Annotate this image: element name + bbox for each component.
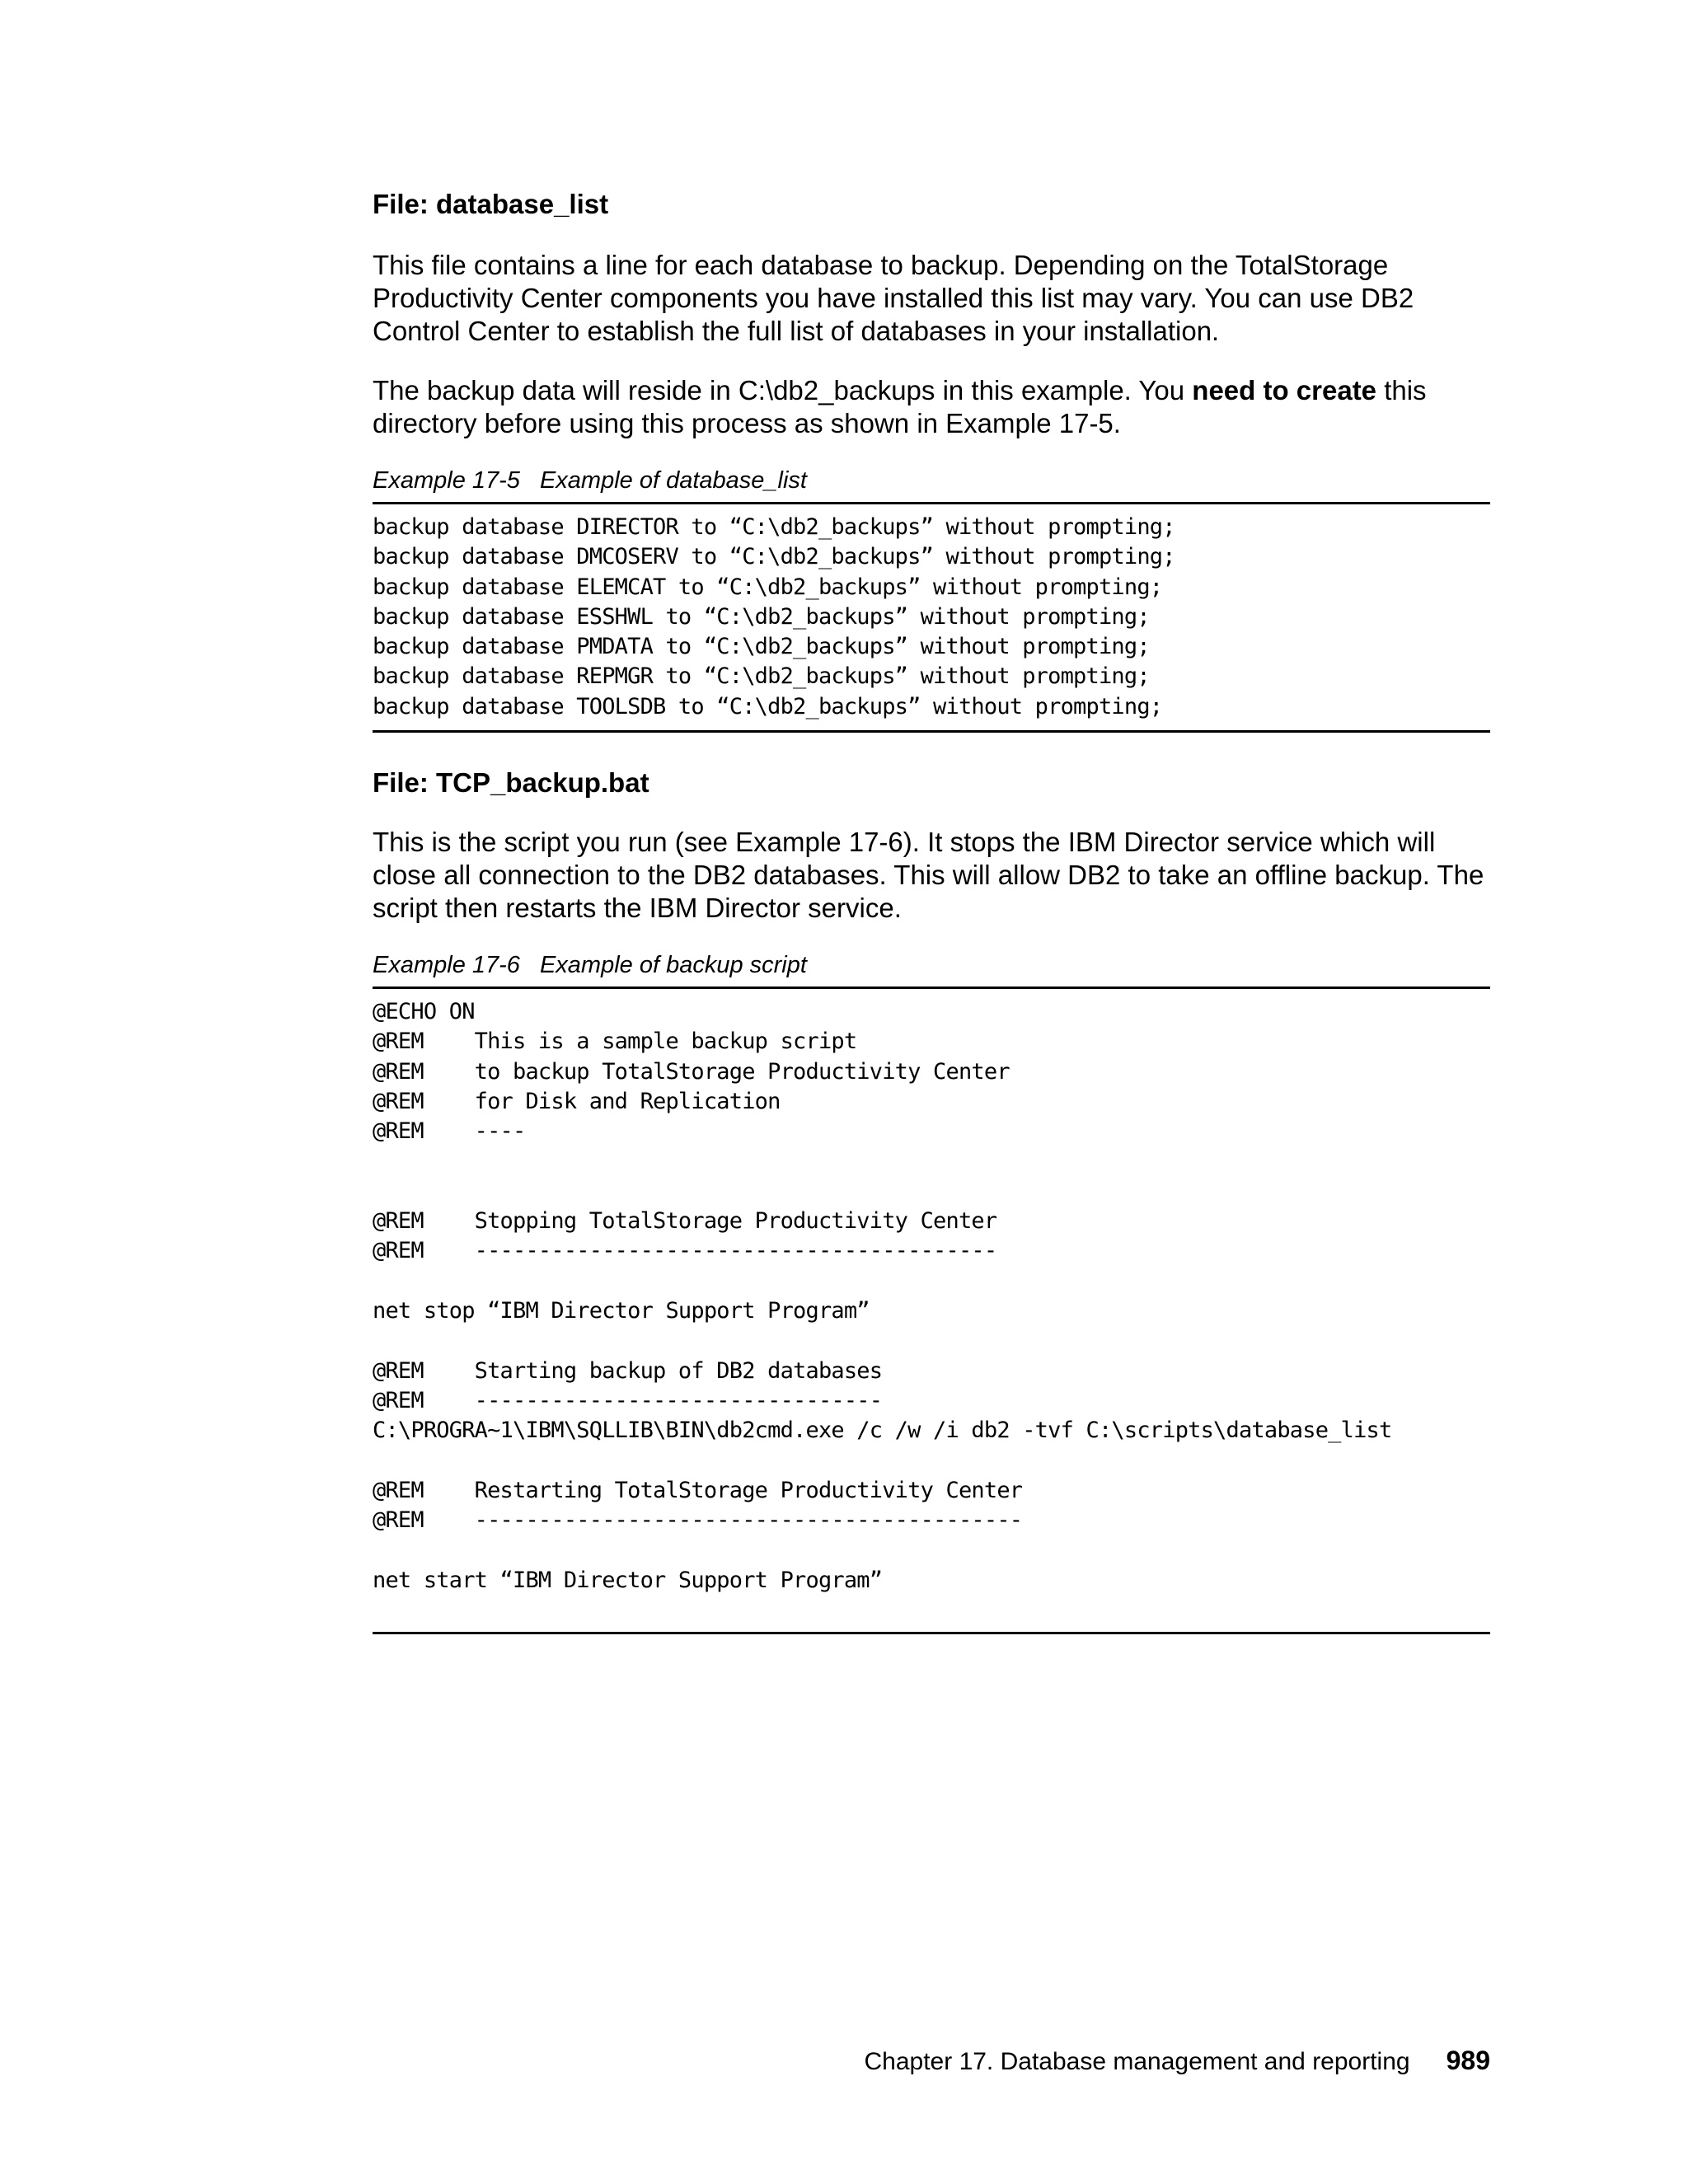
example-title: Example of backup script xyxy=(539,952,807,978)
code-line: @REM for Disk and Replication xyxy=(373,1088,781,1114)
code-line: @REM Restarting TotalStorage Productivity Center xyxy=(373,1477,1023,1503)
page-number: 989 xyxy=(1446,2046,1490,2075)
example-number: Example 17-6 xyxy=(373,952,520,978)
text-line: This is the script you run (see Example 17-6). It stops the IBM Director service which will xyxy=(373,827,1436,857)
code-line: @REM -------------------------------- xyxy=(373,1387,883,1413)
code-line xyxy=(373,1267,1490,1296)
emphasis-need-to-create: need to create xyxy=(1192,375,1377,405)
example-17-6-caption xyxy=(373,950,807,980)
code-line: net stop “IBM Director Support Program” xyxy=(373,1297,870,1324)
code-line: backup database DIRECTOR to “C:\db2_backups” without prompting; xyxy=(373,514,1175,540)
text-fragment: The backup data will reside in C:\db2_backups in this example. You xyxy=(373,375,1193,405)
code-line xyxy=(373,1146,1490,1176)
code-line: backup database DMCOSERV to “C:\db2_backups” without prompting; xyxy=(373,544,1175,570)
example-bottom-rule xyxy=(373,1632,1490,1634)
code-line xyxy=(373,1535,1490,1565)
example-bottom-rule xyxy=(373,730,1490,733)
footer-chapter-title: Chapter 17. Database management and reporting xyxy=(864,2048,1410,2075)
code-line xyxy=(373,1177,1490,1207)
heading-tcp-backup-bat: File: TCP_backup.bat xyxy=(373,767,649,798)
heading-database-list: File: database_list xyxy=(373,189,609,219)
text-line: This file contains a line for each database to backup. Depending on the TotalStorage xyxy=(373,250,1389,280)
example-17-5-caption xyxy=(373,466,807,495)
code-line: C:\PROGRA~1\IBM\SQLLIB\BIN\db2cmd.exe /c /w /i db2 -tvf C:\scripts\database_list xyxy=(373,1418,1392,1444)
text-line: directory before using this process as shown in Example 17-5. xyxy=(373,408,1121,438)
paragraph-tcp-backup-intro xyxy=(373,826,1490,925)
example-title: Example of database_list xyxy=(539,467,807,494)
code-line: backup database ESSHWL to “C:\db2_backups” without prompting; xyxy=(373,603,1150,630)
code-line: @ECHO ON xyxy=(373,999,475,1024)
page-footer xyxy=(865,2044,1491,2079)
example-number: Example 17-5 xyxy=(373,467,520,494)
code-line: @REM ----------------------------------------- xyxy=(373,1238,997,1264)
text-fragment: this xyxy=(1376,375,1427,405)
code-block-backup-script xyxy=(373,997,1490,1596)
paragraph-backup-location xyxy=(373,374,1490,440)
example-top-rule xyxy=(373,502,1490,504)
paragraph-database-list-intro xyxy=(373,249,1490,348)
code-line: @REM ------------------------------------------- xyxy=(373,1507,1023,1534)
code-block-database-list xyxy=(373,513,1490,722)
code-line: @REM Starting backup of DB2 databases xyxy=(373,1357,883,1384)
code-line: @REM This is a sample backup script xyxy=(373,1029,857,1055)
code-line: backup database TOOLSDB to “C:\db2_backups” without prompting; xyxy=(373,693,1163,719)
text-line xyxy=(373,374,1490,407)
code-line: backup database REPMGR to “C:\db2_backups” without prompting; xyxy=(373,663,1150,690)
code-line: @REM Stopping TotalStorage Productivity Center xyxy=(373,1208,997,1235)
code-line: backup database PMDATA to “C:\db2_backups” without prompting; xyxy=(373,634,1150,660)
text-line: close all connection to the DB2 databases. This will allow DB2 to take an offline backup. The xyxy=(373,860,1484,890)
code-line: @REM to backup TotalStorage Productivity Center xyxy=(373,1058,1010,1085)
text-line: script then restarts the IBM Director service. xyxy=(373,893,902,923)
code-line: net start “IBM Director Support Program” xyxy=(373,1567,883,1593)
example-top-rule xyxy=(373,987,1490,989)
code-line xyxy=(373,1446,1490,1475)
text-line: Productivity Center components you have installed this list may vary. You can use DB2 xyxy=(373,283,1414,313)
code-line xyxy=(373,1326,1490,1356)
text-line: Control Center to establish the full list of databases in your installation. xyxy=(373,316,1220,346)
code-line: @REM ---- xyxy=(373,1118,526,1145)
code-line: backup database ELEMCAT to “C:\db2_backups” without prompting; xyxy=(373,574,1163,600)
